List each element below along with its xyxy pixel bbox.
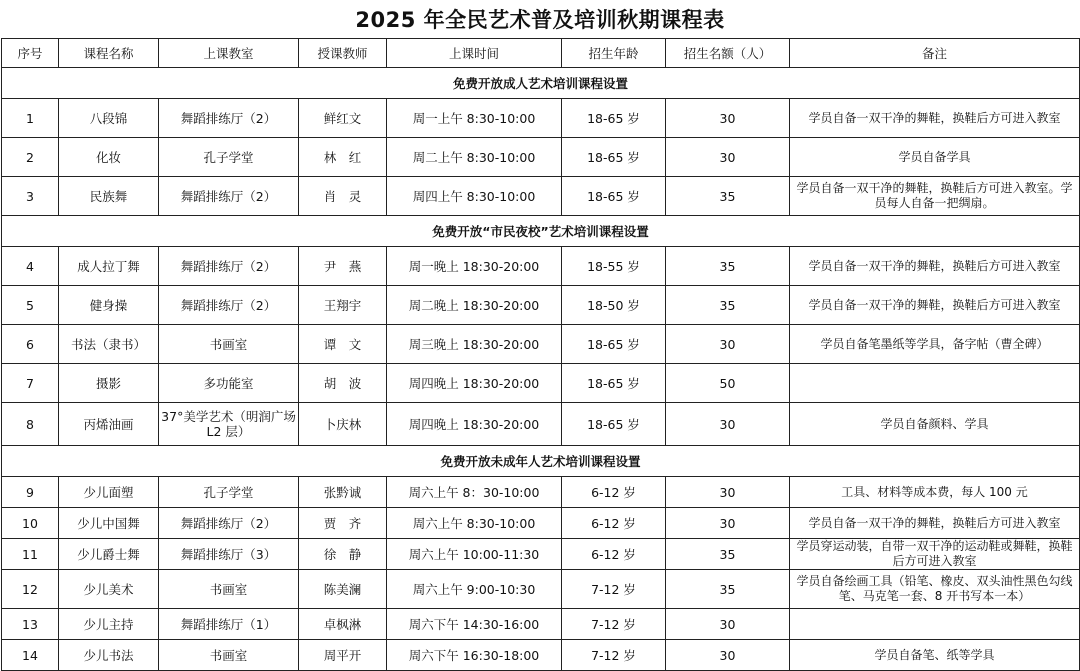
classroom: 书画室 [159,570,299,609]
classroom: 舞蹈排练厅（2） [159,99,299,138]
row-number: 9 [2,477,59,508]
teacher: 谭 文 [299,325,387,364]
note: 学员穿运动装，自带一双干净的运动鞋或舞鞋，换鞋后方可进入教室 [790,539,1080,570]
table-row [2,177,1080,216]
classroom: 多功能室 [159,364,299,403]
row-number: 11 [2,539,59,570]
class-time: 周一上午 8:30-10:00 [387,99,562,138]
row-number: 14 [2,640,59,671]
note: 学员自备一双干净的舞鞋，换鞋后方可进入教室 [790,247,1080,286]
age-range: 18-65 岁 [562,325,666,364]
row-number: 2 [2,138,59,177]
age-range: 6-12 岁 [562,508,666,539]
class-time: 周一晚上 18:30-20:00 [387,247,562,286]
course-name: 少儿主持 [59,609,159,640]
quota: 30 [666,99,790,138]
teacher: 肖 灵 [299,177,387,216]
classroom: 舞蹈排练厅（3） [159,539,299,570]
quota: 30 [666,477,790,508]
row-number: 3 [2,177,59,216]
quota: 30 [666,640,790,671]
age-range: 18-65 岁 [562,403,666,446]
teacher: 尹 燕 [299,247,387,286]
section-header [2,446,1080,477]
quota: 35 [666,286,790,325]
class-time: 周四上午 8:30-10:00 [387,177,562,216]
quota: 30 [666,403,790,446]
teacher: 王翔宇 [299,286,387,325]
age-range: 18-65 岁 [562,99,666,138]
course-name: 少儿书法 [59,640,159,671]
teacher: 胡 波 [299,364,387,403]
classroom: 书画室 [159,325,299,364]
note [790,609,1080,640]
note: 学员自备笔墨纸等学具，备字帖（曹全碑） [790,325,1080,364]
age-range: 6-12 岁 [562,477,666,508]
classroom: 书画室 [159,640,299,671]
course-name: 摄影 [59,364,159,403]
quota: 30 [666,508,790,539]
age-range: 18-65 岁 [562,364,666,403]
class-time: 周二晚上 18:30-20:00 [387,286,562,325]
class-time: 周六上午 10:00-11:30 [387,539,562,570]
classroom: 舞蹈排练厅（2） [159,177,299,216]
table-row [2,570,1080,609]
classroom: 37°美学艺术（明润广场 L2 层） [159,403,299,446]
teacher: 徐 静 [299,539,387,570]
section-title: 免费开放成人艺术培训课程设置 [2,68,1080,99]
age-range: 18-50 岁 [562,286,666,325]
age-range: 7-12 岁 [562,570,666,609]
classroom: 舞蹈排练厅（2） [159,508,299,539]
page-title: 2025 年全民艺术普及培训秋期课程表 [355,8,725,32]
note: 学员自备学具 [790,138,1080,177]
age-range: 7-12 岁 [562,609,666,640]
note: 学员自备笔、纸等学具 [790,640,1080,671]
note: 学员自备一双干净的舞鞋，换鞋后方可进入教室 [790,99,1080,138]
teacher: 张黔诚 [299,477,387,508]
age-range: 6-12 岁 [562,539,666,570]
age-range: 18-65 岁 [562,177,666,216]
class-time: 周六下午 16:30-18:00 [387,640,562,671]
quota: 50 [666,364,790,403]
course-name: 少儿中国舞 [59,508,159,539]
classroom: 舞蹈排练厅（2） [159,247,299,286]
section-header [2,68,1080,99]
note: 学员自备一双干净的舞鞋，换鞋后方可进入教室 [790,286,1080,325]
teacher: 贾 齐 [299,508,387,539]
row-number: 5 [2,286,59,325]
table-row [2,286,1080,325]
section-title: 免费开放未成年人艺术培训课程设置 [2,446,1080,477]
row-number: 7 [2,364,59,403]
header-note: 备注 [790,39,1080,68]
header-room: 上课教室 [159,39,299,68]
course-name: 书法（隶书） [59,325,159,364]
note: 学员自备颜料、学具 [790,403,1080,446]
header-quota: 招生名额（人） [666,39,790,68]
header-age: 招生年龄 [562,39,666,68]
quota: 35 [666,570,790,609]
table-row [2,508,1080,539]
class-time: 周六上午 9:00-10:30 [387,570,562,609]
age-range: 18-65 岁 [562,138,666,177]
table-row [2,138,1080,177]
course-name: 少儿面塑 [59,477,159,508]
note: 学员自备一双干净的舞鞋，换鞋后方可进入教室。学员每人自备一把绸扇。 [790,177,1080,216]
quota: 35 [666,539,790,570]
class-time: 周六上午 8:30-10:00 [387,508,562,539]
schedule-table [1,38,1080,671]
table-row [2,99,1080,138]
classroom: 舞蹈排练厅（1） [159,609,299,640]
teacher: 陈美澜 [299,570,387,609]
row-number: 6 [2,325,59,364]
section-header [2,216,1080,247]
age-range: 7-12 岁 [562,640,666,671]
header-no: 序号 [2,39,59,68]
classroom: 舞蹈排练厅（2） [159,286,299,325]
note: 学员自备一双干净的舞鞋，换鞋后方可进入教室 [790,508,1080,539]
header-row [2,39,1080,68]
row-number: 1 [2,99,59,138]
course-name: 丙烯油画 [59,403,159,446]
class-time: 周三晚上 18:30-20:00 [387,325,562,364]
teacher: 卜庆林 [299,403,387,446]
teacher: 周平开 [299,640,387,671]
teacher: 卓枫淋 [299,609,387,640]
row-number: 13 [2,609,59,640]
classroom: 孔子学堂 [159,477,299,508]
note: 工具、材料等成本费，每人 100 元 [790,477,1080,508]
teacher: 鲜红文 [299,99,387,138]
course-name: 八段锦 [59,99,159,138]
course-name: 少儿爵士舞 [59,539,159,570]
header-time: 上课时间 [387,39,562,68]
header-course: 课程名称 [59,39,159,68]
class-time: 周四晚上 18:30-20:00 [387,364,562,403]
class-time: 周六上午 8：30-10:00 [387,477,562,508]
quota: 30 [666,609,790,640]
section-title: 免费开放“市民夜校”艺术培训课程设置 [2,216,1080,247]
table-row [2,609,1080,640]
table-row [2,477,1080,508]
table-row [2,247,1080,286]
note [790,364,1080,403]
course-name: 健身操 [59,286,159,325]
course-name: 化妆 [59,138,159,177]
classroom: 孔子学堂 [159,138,299,177]
age-range: 18-55 岁 [562,247,666,286]
table-row [2,539,1080,570]
row-number: 4 [2,247,59,286]
row-number: 8 [2,403,59,446]
header-teacher: 授课教师 [299,39,387,68]
quota: 30 [666,138,790,177]
class-time: 周四晚上 18:30-20:00 [387,403,562,446]
table-row [2,640,1080,671]
course-name: 成人拉丁舞 [59,247,159,286]
class-time: 周六下午 14:30-16:00 [387,609,562,640]
quota: 35 [666,247,790,286]
quota: 35 [666,177,790,216]
note: 学员自备绘画工具（铅笔、橡皮、双头油性黑色勾线笔、马克笔一套、8 开书写本一本） [790,570,1080,609]
table-row [2,403,1080,446]
table-row [2,325,1080,364]
teacher: 林 红 [299,138,387,177]
row-number: 12 [2,570,59,609]
table-row [2,364,1080,403]
course-name: 少儿美术 [59,570,159,609]
row-number: 10 [2,508,59,539]
class-time: 周二上午 8:30-10:00 [387,138,562,177]
course-name: 民族舞 [59,177,159,216]
quota: 30 [666,325,790,364]
